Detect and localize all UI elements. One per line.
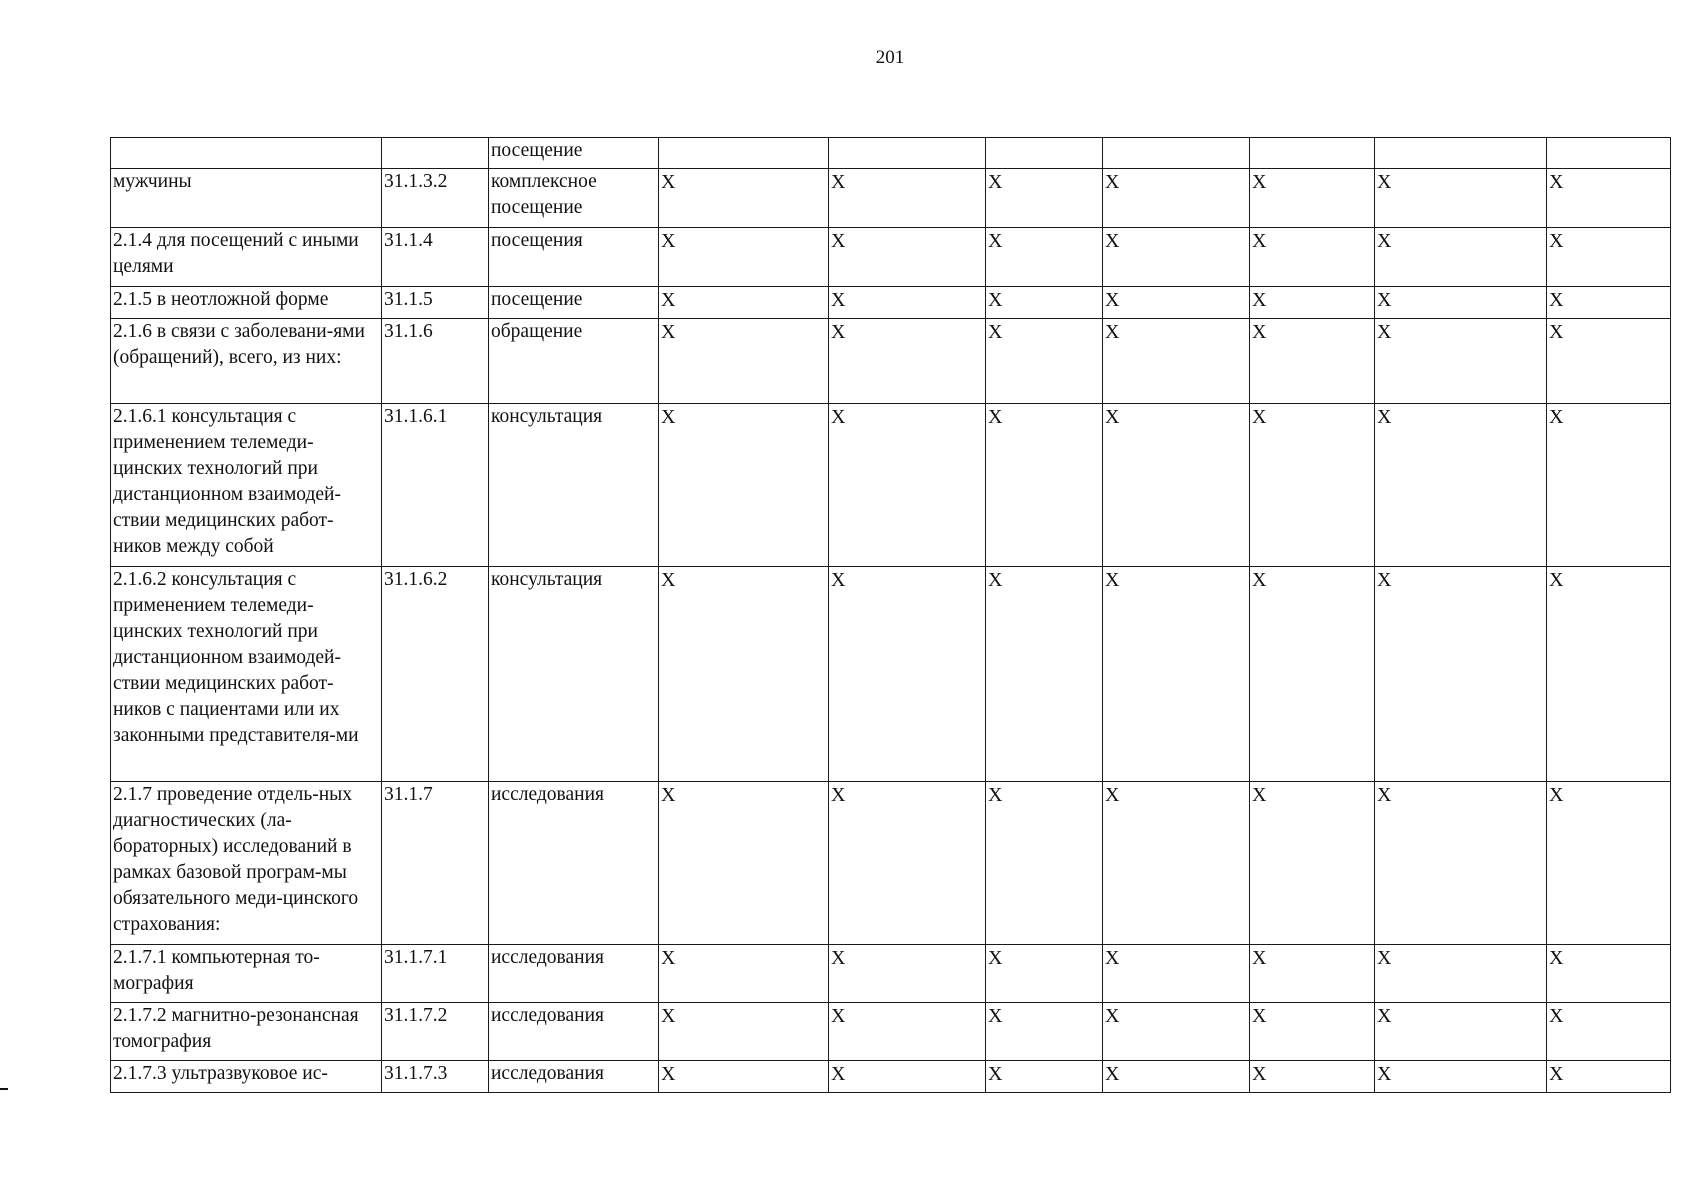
table-row: [111, 287, 1671, 319]
x-mark-cell: X: [829, 404, 986, 567]
table-row: [111, 169, 1671, 228]
x-mark-cell: X: [1250, 319, 1375, 404]
x-mark-cell: X: [1250, 567, 1375, 782]
x-mark-cell: X: [1250, 1003, 1375, 1061]
document-table: [110, 137, 1671, 1093]
x-mark-cell: X: [1103, 287, 1250, 319]
margin-mark: [0, 1088, 8, 1090]
x-mark-cell: X: [1103, 404, 1250, 567]
row-name-cell: 2.1.7.3 ультразвуковое ис-: [111, 1061, 382, 1093]
table-row: [111, 945, 1671, 1003]
x-mark-cell: X: [829, 1061, 986, 1093]
row-unit-cell: посещения: [489, 228, 659, 287]
x-mark-cell: X: [986, 1003, 1103, 1061]
row-code-cell: 31.1.7.2: [382, 1003, 489, 1061]
empty-cell: [829, 138, 986, 169]
table-body: [111, 138, 1671, 1093]
x-mark-cell: X: [1375, 319, 1547, 404]
row-unit-cell: исследования: [489, 945, 659, 1003]
x-mark-cell: X: [1375, 404, 1547, 567]
x-mark-cell: X: [986, 169, 1103, 228]
row-code-cell: 31.1.6.2: [382, 567, 489, 782]
row-code-cell: 31.1.3.2: [382, 169, 489, 228]
x-mark-cell: X: [829, 782, 986, 945]
x-mark-cell: X: [986, 319, 1103, 404]
empty-cell: [1250, 138, 1375, 169]
x-mark-cell: X: [1103, 1061, 1250, 1093]
x-mark-cell: X: [1547, 169, 1671, 228]
x-mark-cell: X: [986, 287, 1103, 319]
table-row: [111, 404, 1671, 567]
row-unit-cell: комплексное посещение: [489, 169, 659, 228]
row-code-cell: 31.1.7.1: [382, 945, 489, 1003]
table-row-continuation: [111, 138, 1671, 169]
x-mark-cell: X: [659, 567, 829, 782]
x-mark-cell: X: [986, 404, 1103, 567]
x-mark-cell: X: [829, 567, 986, 782]
row-unit-cell: исследования: [489, 1003, 659, 1061]
x-mark-cell: X: [1375, 287, 1547, 319]
x-mark-cell: X: [1547, 1061, 1671, 1093]
x-mark-cell: X: [1375, 945, 1547, 1003]
row-unit-cell: исследования: [489, 782, 659, 945]
row-name-cell: 2.1.7.1 компьютерная то-мография: [111, 945, 382, 1003]
x-mark-cell: X: [659, 228, 829, 287]
x-mark-cell: X: [1103, 567, 1250, 782]
row-code-cell: 31.1.7.3: [382, 1061, 489, 1093]
row-unit-cell: консультация: [489, 404, 659, 567]
row-name-cell: 2.1.6 в связи с заболевани-ями (обращений), всего, из них:: [111, 319, 382, 404]
x-mark-cell: X: [659, 287, 829, 319]
x-mark-cell: X: [1547, 319, 1671, 404]
row-name-cell: 2.1.4 для посещений с иными целями: [111, 228, 382, 287]
x-mark-cell: X: [986, 945, 1103, 1003]
empty-cell: [659, 138, 829, 169]
x-mark-cell: X: [1375, 228, 1547, 287]
table-row: [111, 567, 1671, 782]
row-name-cell: 2.1.7.2 магнитно-резонансная томография: [111, 1003, 382, 1061]
x-mark-cell: X: [829, 945, 986, 1003]
x-mark-cell: X: [986, 782, 1103, 945]
row-unit-cell: консультация: [489, 567, 659, 782]
row-name-cell: 2.1.5 в неотложной форме: [111, 287, 382, 319]
empty-cell: [986, 138, 1103, 169]
x-mark-cell: X: [986, 1061, 1103, 1093]
x-mark-cell: X: [1250, 287, 1375, 319]
x-mark-cell: X: [1375, 169, 1547, 228]
empty-cell: [1375, 138, 1547, 169]
x-mark-cell: X: [1250, 1061, 1375, 1093]
x-mark-cell: X: [659, 319, 829, 404]
row-code-cell: 31.1.7: [382, 782, 489, 945]
x-mark-cell: X: [1547, 945, 1671, 1003]
x-mark-cell: X: [1547, 1003, 1671, 1061]
table-row: [111, 228, 1671, 287]
x-mark-cell: X: [1103, 169, 1250, 228]
empty-cell: [1547, 138, 1671, 169]
table-row: [111, 319, 1671, 404]
x-mark-cell: X: [659, 169, 829, 228]
x-mark-cell: X: [1547, 782, 1671, 945]
x-mark-cell: X: [659, 945, 829, 1003]
page-number: 201: [875, 47, 905, 68]
table-row: [111, 1003, 1671, 1061]
x-mark-cell: X: [1547, 404, 1671, 567]
row-name-cell: [111, 138, 382, 169]
table-row: [111, 1061, 1671, 1093]
row-name-cell: 2.1.6.1 консультация с применением телемеди-цинских технологий при дистанционном взаимодей-ствии медицинских работ-ников между собой: [111, 404, 382, 567]
row-unit-cell: обращение: [489, 319, 659, 404]
row-unit-cell: исследования: [489, 1061, 659, 1093]
x-mark-cell: X: [1375, 782, 1547, 945]
x-mark-cell: X: [829, 1003, 986, 1061]
table-row: [111, 782, 1671, 945]
x-mark-cell: X: [659, 1003, 829, 1061]
x-mark-cell: X: [986, 567, 1103, 782]
x-mark-cell: X: [1547, 287, 1671, 319]
row-unit-cell: посещение: [489, 138, 659, 169]
x-mark-cell: X: [829, 228, 986, 287]
row-name-cell: 2.1.6.2 консультация с применением телемеди-цинских технологий при дистанционном взаимодей-ствии медицинских работ-ников с пациентами или их законными представителя-ми: [111, 567, 382, 782]
x-mark-cell: X: [1103, 782, 1250, 945]
x-mark-cell: X: [1250, 169, 1375, 228]
row-code-cell: 31.1.6: [382, 319, 489, 404]
x-mark-cell: X: [1103, 319, 1250, 404]
x-mark-cell: X: [1547, 567, 1671, 782]
x-mark-cell: X: [829, 319, 986, 404]
row-code-cell: 31.1.4: [382, 228, 489, 287]
x-mark-cell: X: [829, 169, 986, 228]
row-name-cell: 2.1.7 проведение отдель-ных диагностических (ла-бораторных) исследований в рамках базовой програм-мы обязательного меди-цинского страхования:: [111, 782, 382, 945]
row-code-cell: 31.1.5: [382, 287, 489, 319]
empty-cell: [1103, 138, 1250, 169]
x-mark-cell: X: [659, 404, 829, 567]
x-mark-cell: X: [986, 228, 1103, 287]
x-mark-cell: X: [1250, 945, 1375, 1003]
row-name-cell: мужчины: [111, 169, 382, 228]
x-mark-cell: X: [1250, 228, 1375, 287]
x-mark-cell: X: [1375, 1061, 1547, 1093]
x-mark-cell: X: [1250, 404, 1375, 567]
x-mark-cell: X: [1375, 567, 1547, 782]
x-mark-cell: X: [1375, 1003, 1547, 1061]
x-mark-cell: X: [1103, 1003, 1250, 1061]
x-mark-cell: X: [1103, 945, 1250, 1003]
x-mark-cell: X: [1103, 228, 1250, 287]
x-mark-cell: X: [1547, 228, 1671, 287]
x-mark-cell: X: [659, 1061, 829, 1093]
row-unit-cell: посещение: [489, 287, 659, 319]
x-mark-cell: X: [829, 287, 986, 319]
x-mark-cell: X: [659, 782, 829, 945]
row-code-cell: 31.1.6.1: [382, 404, 489, 567]
x-mark-cell: X: [1250, 782, 1375, 945]
row-code-cell: [382, 138, 489, 169]
